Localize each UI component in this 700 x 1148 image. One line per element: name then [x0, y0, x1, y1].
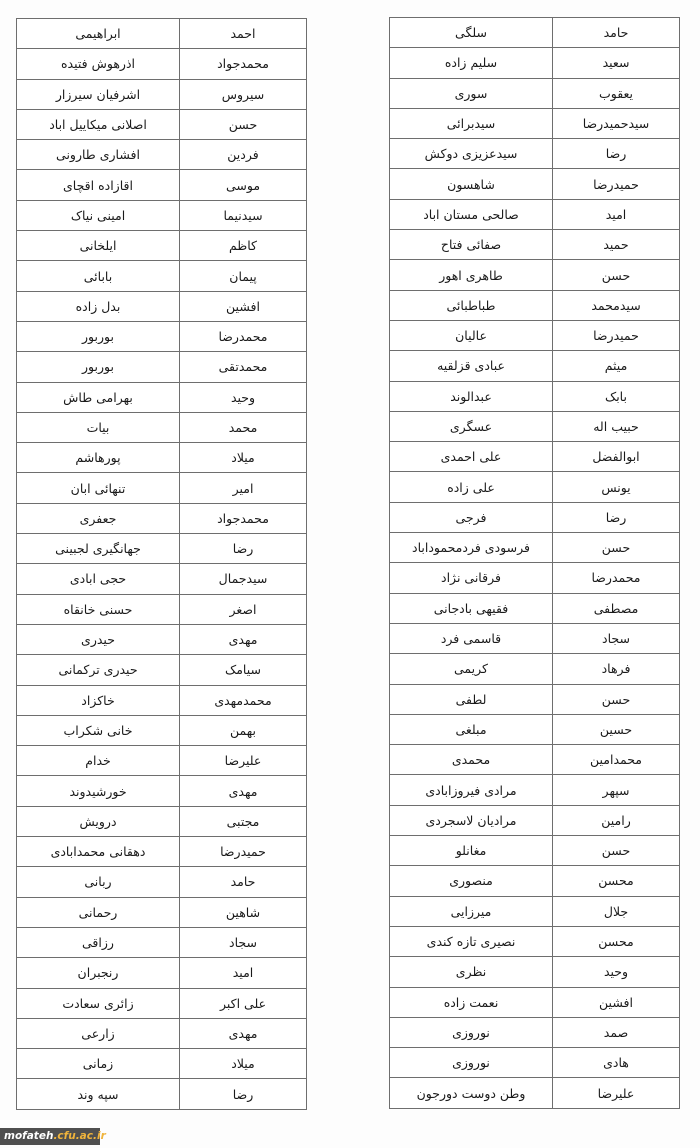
first-name-cell: امید — [553, 199, 680, 229]
last-name-cell: بوربور — [17, 352, 180, 382]
first-name-cell: سیروس — [180, 79, 307, 109]
last-name-cell: اقازاده اقچای — [17, 170, 180, 200]
last-name-cell: خانی شکراب — [17, 715, 180, 745]
first-name-cell: حبیب اله — [553, 411, 680, 441]
first-name-cell: امید — [180, 958, 307, 988]
table-row — [390, 957, 680, 987]
last-name-cell: زارعی — [17, 1018, 180, 1048]
first-name-cell: سیدجمال — [180, 564, 307, 594]
last-name-cell: حیدری ترکمانی — [17, 655, 180, 685]
last-name-cell: سلگی — [390, 18, 553, 48]
table-row — [17, 200, 307, 230]
last-name-cell: حسنی خانقاه — [17, 594, 180, 624]
table-row — [17, 746, 307, 776]
last-name-cell: نعمت زاده — [390, 987, 553, 1017]
table-row — [390, 1048, 680, 1078]
first-name-cell: حسین — [553, 714, 680, 744]
names-table-right-body — [390, 18, 680, 1109]
first-name-cell: سیدمحمد — [553, 290, 680, 320]
site-watermark — [0, 1128, 106, 1145]
last-name-cell: لطفی — [390, 684, 553, 714]
table-row — [390, 18, 680, 48]
last-name-cell: زمانی — [17, 1049, 180, 1079]
first-name-cell: حسن — [553, 260, 680, 290]
table-row — [390, 866, 680, 896]
last-name-cell: ابراهیمی — [17, 19, 180, 49]
last-name-cell: اذرهوش فتیده — [17, 49, 180, 79]
last-name-cell: تنهائی ابان — [17, 473, 180, 503]
table-row — [17, 867, 307, 897]
table-row — [17, 1049, 307, 1079]
last-name-cell: عسگری — [390, 411, 553, 441]
table-row — [17, 503, 307, 533]
last-name-cell: فرسودی فردمحموداباد — [390, 533, 553, 563]
first-name-cell: افشین — [180, 291, 307, 321]
table-row — [17, 594, 307, 624]
first-name-cell: سجاد — [553, 623, 680, 653]
last-name-cell: خدام — [17, 746, 180, 776]
first-name-cell: جلال — [553, 896, 680, 926]
table-row — [390, 78, 680, 108]
last-name-cell: صفائی فتاح — [390, 230, 553, 260]
first-name-cell: وحید — [180, 382, 307, 412]
table-row — [390, 230, 680, 260]
last-name-cell: عبادی قزلقیه — [390, 351, 553, 381]
table-row — [390, 775, 680, 805]
first-name-cell: امیر — [180, 473, 307, 503]
last-name-cell: عالیان — [390, 320, 553, 350]
first-name-cell: مهدی — [180, 776, 307, 806]
table-row — [390, 442, 680, 472]
table-row — [390, 199, 680, 229]
table-row — [390, 533, 680, 563]
last-name-cell: جعفری — [17, 503, 180, 533]
table-row — [17, 897, 307, 927]
table-row — [17, 49, 307, 79]
table-row — [17, 352, 307, 382]
table-row — [17, 958, 307, 988]
last-name-cell: بیات — [17, 412, 180, 442]
last-name-cell: مرادی فیروزابادی — [390, 775, 553, 805]
table-row — [17, 655, 307, 685]
last-name-cell: بوربور — [17, 321, 180, 351]
last-name-cell: نظری — [390, 957, 553, 987]
last-name-cell: میرزایی — [390, 896, 553, 926]
table-row — [17, 564, 307, 594]
table-row — [390, 169, 680, 199]
last-name-cell: حیدری — [17, 624, 180, 654]
table-row — [390, 260, 680, 290]
table-row — [17, 170, 307, 200]
table-row — [390, 411, 680, 441]
last-name-cell: سوری — [390, 78, 553, 108]
last-name-cell: کریمی — [390, 654, 553, 684]
watermark-domain: .cfu.ac.ir — [53, 1130, 106, 1142]
first-name-cell: کاظم — [180, 231, 307, 261]
last-name-cell: طباطبائی — [390, 290, 553, 320]
last-name-cell: صالحی مستان اباد — [390, 199, 553, 229]
table-row — [390, 836, 680, 866]
first-name-cell: علیرضا — [553, 1078, 680, 1108]
first-name-cell: حامد — [180, 867, 307, 897]
last-name-cell: ایلخانی — [17, 231, 180, 261]
first-name-cell: اصغر — [180, 594, 307, 624]
last-name-cell: حجی ابادی — [17, 564, 180, 594]
table-row — [390, 714, 680, 744]
table-row — [17, 534, 307, 564]
table-row — [17, 140, 307, 170]
last-name-cell: امینی نیاک — [17, 200, 180, 230]
first-name-cell: افشین — [553, 987, 680, 1017]
table-row — [390, 1078, 680, 1108]
first-name-cell: فرهاد — [553, 654, 680, 684]
table-row — [17, 988, 307, 1018]
last-name-cell: رحمانی — [17, 897, 180, 927]
last-name-cell: نوروزی — [390, 1017, 553, 1047]
first-name-cell: حسن — [553, 836, 680, 866]
first-name-cell: شاهین — [180, 897, 307, 927]
table-row — [390, 987, 680, 1017]
first-name-cell: صمد — [553, 1017, 680, 1047]
first-name-cell: احمد — [180, 19, 307, 49]
table-row — [390, 805, 680, 835]
first-name-cell: مهدی — [180, 624, 307, 654]
first-name-cell: حمیدرضا — [180, 837, 307, 867]
table-row — [17, 837, 307, 867]
first-name-cell: میلاد — [180, 443, 307, 473]
table-row — [390, 1017, 680, 1047]
first-name-cell: محمدمهدی — [180, 685, 307, 715]
table-row — [390, 623, 680, 653]
last-name-cell: ربانی — [17, 867, 180, 897]
table-row — [17, 412, 307, 442]
table-row — [17, 291, 307, 321]
table-row — [17, 19, 307, 49]
first-name-cell: سپهر — [553, 775, 680, 805]
first-name-cell: رضا — [180, 1079, 307, 1109]
last-name-cell: سلیم زاده — [390, 48, 553, 78]
first-name-cell: محمدرضا — [180, 321, 307, 351]
table-row — [17, 321, 307, 351]
first-name-cell: بهمن — [180, 715, 307, 745]
table-row — [390, 502, 680, 532]
first-name-cell: میثم — [553, 351, 680, 381]
table-row — [390, 593, 680, 623]
first-name-cell: رامین — [553, 805, 680, 835]
table-row — [17, 473, 307, 503]
last-name-cell: فرقانی نژاد — [390, 563, 553, 593]
table-row — [17, 261, 307, 291]
first-name-cell: محسن — [553, 866, 680, 896]
last-name-cell: سیدعزیزی دوکش — [390, 139, 553, 169]
last-name-cell: اصلانی میکاییل اباد — [17, 109, 180, 139]
first-name-cell: بابک — [553, 381, 680, 411]
table-row — [17, 776, 307, 806]
last-name-cell: محمدی — [390, 745, 553, 775]
first-name-cell: فردین — [180, 140, 307, 170]
first-name-cell: محمد — [180, 412, 307, 442]
table-row — [17, 79, 307, 109]
last-name-cell: سپه وند — [17, 1079, 180, 1109]
last-name-cell: طاهری اهور — [390, 260, 553, 290]
last-name-cell: منصوری — [390, 866, 553, 896]
first-name-cell: حامد — [553, 18, 680, 48]
table-row — [390, 472, 680, 502]
last-name-cell: بدل زاده — [17, 291, 180, 321]
last-name-cell: بهرامی طاش — [17, 382, 180, 412]
last-name-cell: دهقانی محمدابادی — [17, 837, 180, 867]
last-name-cell: سیدبرائی — [390, 108, 553, 138]
table-row — [17, 715, 307, 745]
last-name-cell: رنجبران — [17, 958, 180, 988]
table-row — [17, 382, 307, 412]
last-name-cell: مغانلو — [390, 836, 553, 866]
last-name-cell: بابائی — [17, 261, 180, 291]
table-row — [390, 654, 680, 684]
first-name-cell: مهدی — [180, 1018, 307, 1048]
first-name-cell: حسن — [180, 109, 307, 139]
first-name-cell: رضا — [180, 534, 307, 564]
first-name-cell: محمدجواد — [180, 503, 307, 533]
first-name-cell: محمدتقی — [180, 352, 307, 382]
first-name-cell: سجاد — [180, 927, 307, 957]
first-name-cell: محمدرضا — [553, 563, 680, 593]
last-name-cell: وطن دوست دورجون — [390, 1078, 553, 1108]
last-name-cell: درویش — [17, 806, 180, 836]
first-name-cell: هادی — [553, 1048, 680, 1078]
names-table-right — [389, 17, 680, 1109]
last-name-cell: فقیهی بادجانی — [390, 593, 553, 623]
table-row — [17, 806, 307, 836]
first-name-cell: محمدامین — [553, 745, 680, 775]
first-name-cell: وحید — [553, 957, 680, 987]
first-name-cell: حمید — [553, 230, 680, 260]
last-name-cell: علی زاده — [390, 472, 553, 502]
last-name-cell: فرجی — [390, 502, 553, 532]
last-name-cell: جهانگیری لجبینی — [17, 534, 180, 564]
table-row — [17, 1018, 307, 1048]
first-name-cell: موسی — [180, 170, 307, 200]
first-name-cell: علیرضا — [180, 746, 307, 776]
table-row — [390, 563, 680, 593]
first-name-cell: محسن — [553, 926, 680, 956]
table-row — [390, 290, 680, 320]
table-row — [17, 109, 307, 139]
last-name-cell: اشرفیان سیرزار — [17, 79, 180, 109]
first-name-cell: میلاد — [180, 1049, 307, 1079]
first-name-cell: سیدحمیدرضا — [553, 108, 680, 138]
first-name-cell: سیدنیما — [180, 200, 307, 230]
last-name-cell: قاسمی فرد — [390, 623, 553, 653]
last-name-cell: زائری سعادت — [17, 988, 180, 1018]
table-row — [17, 685, 307, 715]
table-row — [390, 684, 680, 714]
first-name-cell: حسن — [553, 533, 680, 563]
first-name-cell: سعید — [553, 48, 680, 78]
table-row — [390, 896, 680, 926]
last-name-cell: خاکزاد — [17, 685, 180, 715]
last-name-cell: علی احمدی — [390, 442, 553, 472]
table-row — [390, 745, 680, 775]
table-row — [17, 624, 307, 654]
table-row — [390, 108, 680, 138]
first-name-cell: علی اکبر — [180, 988, 307, 1018]
watermark-prefix: mofateh — [4, 1130, 54, 1142]
table-row — [390, 48, 680, 78]
first-name-cell: پیمان — [180, 261, 307, 291]
last-name-cell: پورهاشم — [17, 443, 180, 473]
first-name-cell: حسن — [553, 684, 680, 714]
names-table-left-body — [17, 19, 307, 1110]
names-table-left — [16, 18, 307, 1110]
first-name-cell: حمیدرضا — [553, 169, 680, 199]
last-name-cell: مرادیان لاسجردی — [390, 805, 553, 835]
table-row — [390, 351, 680, 381]
first-name-cell: رضا — [553, 502, 680, 532]
last-name-cell: نوروزی — [390, 1048, 553, 1078]
table-row — [17, 443, 307, 473]
table-row — [390, 320, 680, 350]
last-name-cell: رزاقی — [17, 927, 180, 957]
first-name-cell: حمیدرضا — [553, 320, 680, 350]
last-name-cell: شاهسون — [390, 169, 553, 199]
first-name-cell: سیامک — [180, 655, 307, 685]
table-row — [17, 1079, 307, 1109]
last-name-cell: نصیری تازه کندی — [390, 926, 553, 956]
first-name-cell: محمدجواد — [180, 49, 307, 79]
table-row — [390, 926, 680, 956]
table-row — [390, 139, 680, 169]
first-name-cell: ابوالفضل — [553, 442, 680, 472]
first-name-cell: رضا — [553, 139, 680, 169]
first-name-cell: یعقوب — [553, 78, 680, 108]
table-row — [390, 381, 680, 411]
last-name-cell: عبدالوند — [390, 381, 553, 411]
first-name-cell: مصطفی — [553, 593, 680, 623]
table-row — [17, 927, 307, 957]
table-row — [17, 231, 307, 261]
last-name-cell: مبلغی — [390, 714, 553, 744]
last-name-cell: افشاری طارونی — [17, 140, 180, 170]
first-name-cell: مجتبی — [180, 806, 307, 836]
first-name-cell: یونس — [553, 472, 680, 502]
last-name-cell: خورشیدوند — [17, 776, 180, 806]
